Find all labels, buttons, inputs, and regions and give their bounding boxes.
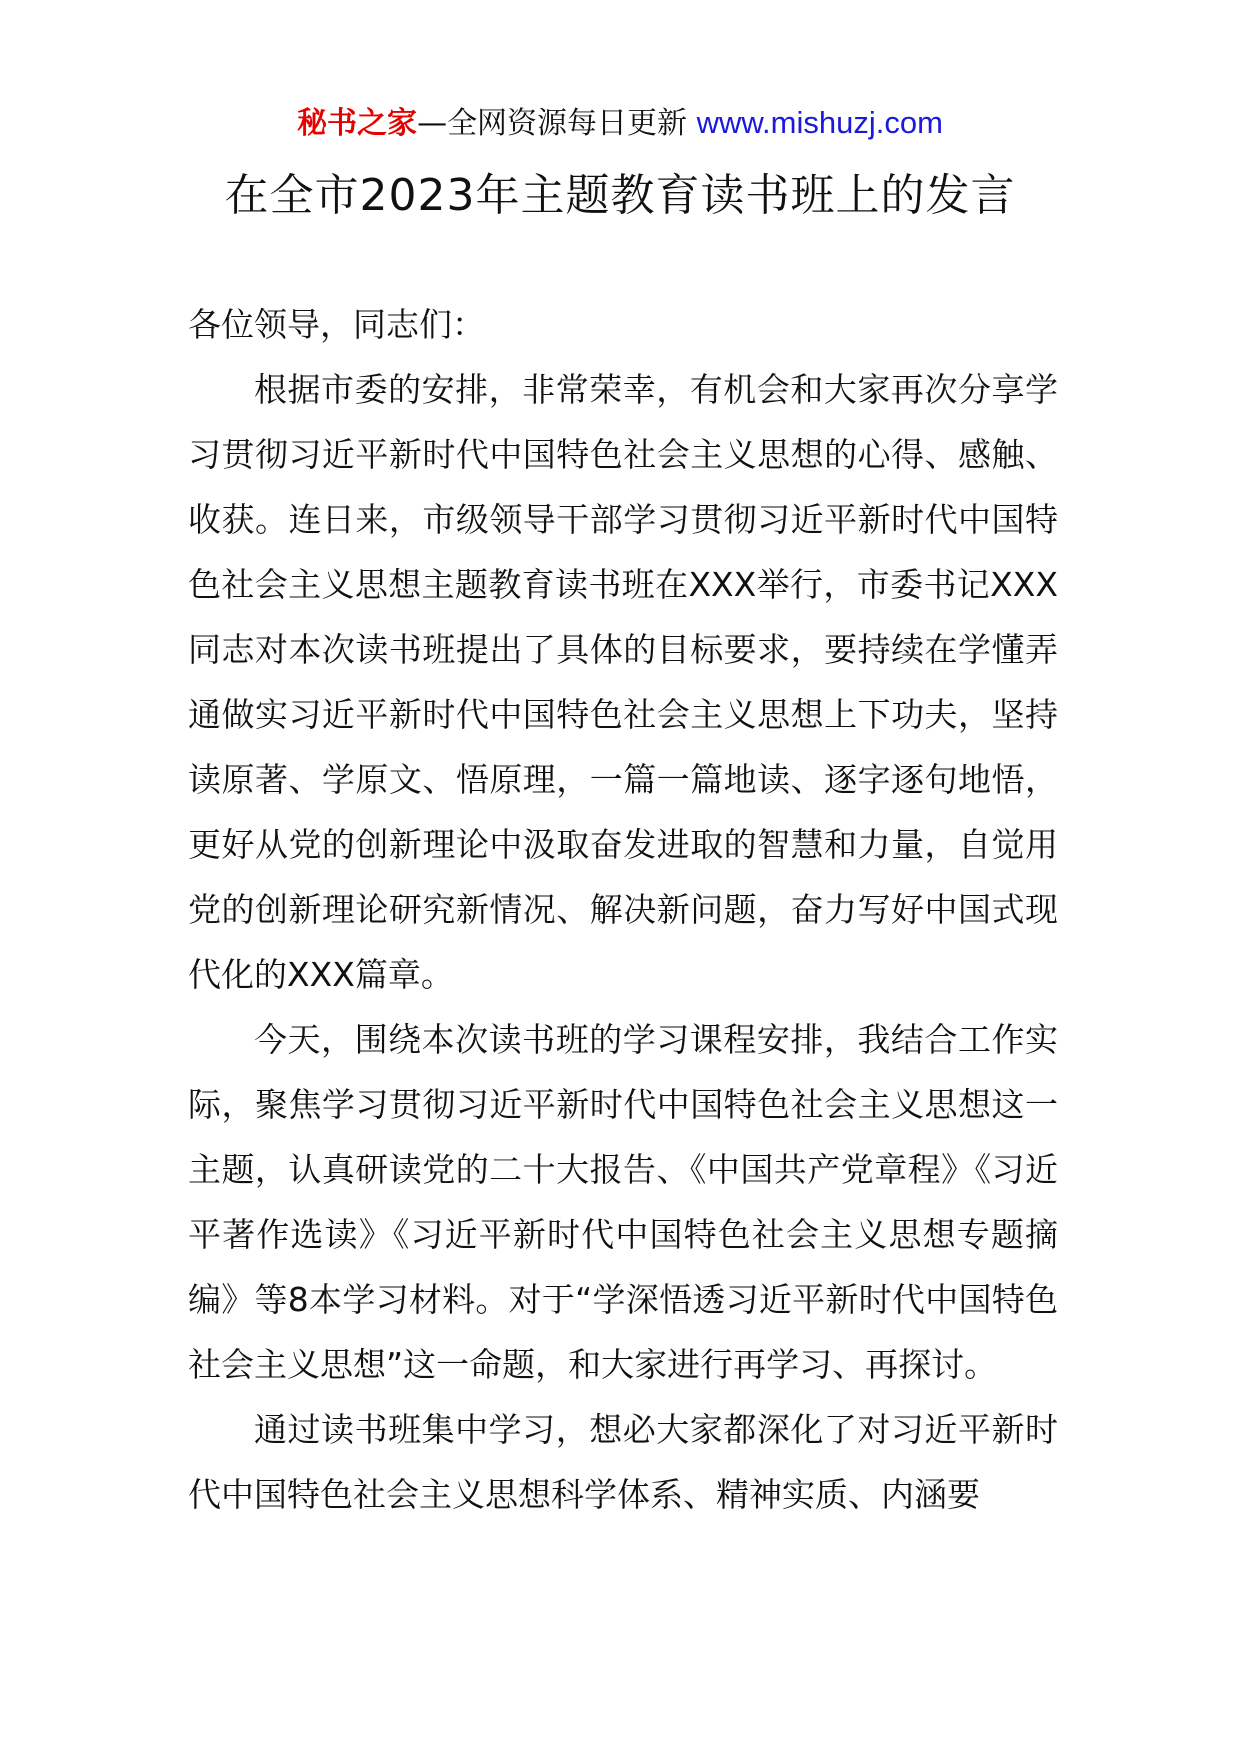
site-url-link[interactable]: www.mishuzj.com	[696, 105, 943, 140]
paragraph-1: 根据市委的安排，非常荣幸，有机会和大家再次分享学习贯彻习近平新时代中国特色社会主义思想的心得、感触、收获。连日来，市级领导干部学习贯彻习近平新时代中国特色社会主义思想主题教育读书班在XXX举行，市委书记XXX同志对本次读书班提出了具体的目标要求，要持续在学懂弄通做实习近平新时代中国特色社会主义思想上下功夫，坚持读原著、学原文、悟原理，一篇一篇地读、逐字逐句地悟，更好从党的创新理论中汲取奋发进取的智慧和力量，自觉用党的创新理论研究新情况、解决新问题，奋力写好中国式现代化的XXX篇章。	[188, 370, 1058, 994]
paragraph-3: 通过读书班集中学习，想必大家都深化了对习近平新时代中国特色社会主义思想科学体系、精神实质、内涵要	[188, 1410, 1058, 1514]
site-tagline: —全网资源每日更新	[417, 106, 688, 141]
paragraph-2: 今天，围绕本次读书班的学习课程安排，我结合工作实际，聚焦学习贯彻习近平新时代中国特色社会主义思想这一主题，认真研读党的二十大报告、《中国共产党章程》《习近平著作选读》《习近平新时代中国特色社会主义思想专题摘编》等8本学习材料。对于“学深悟透习近平新时代中国特色社会主义思想”这一命题，和大家进行再学习、再探讨。	[188, 1020, 1058, 1384]
salutation: 各位领导，同志们：	[188, 305, 485, 344]
site-brand: 秘书之家	[297, 106, 418, 141]
document-body	[188, 292, 1058, 1527]
site-banner	[0, 103, 1240, 144]
document-title: 在全市2023年主题教育读书班上的发言	[224, 170, 1016, 221]
